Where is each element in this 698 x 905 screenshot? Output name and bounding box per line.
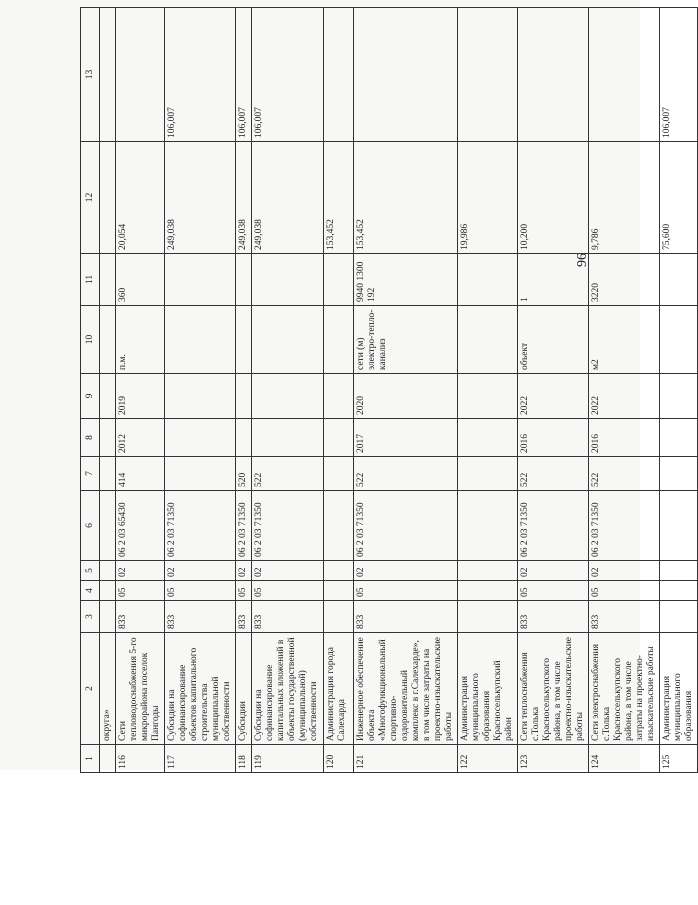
- expense-type-cell: 522: [252, 457, 324, 491]
- start-year-cell: 2016: [518, 419, 589, 457]
- section-cell: 05: [165, 581, 236, 601]
- row-number-cell: 123: [518, 745, 589, 773]
- subsection-cell: 02: [354, 561, 458, 581]
- end-year-cell: 2020: [354, 374, 458, 419]
- capacity-cell: 9940 1300 192: [354, 254, 458, 306]
- start-year-cell: [236, 419, 252, 457]
- name-cell: Администрация муниципального образования Красноселькупский район: [458, 633, 518, 745]
- amount-cell: 249,038: [252, 142, 324, 254]
- start-year-cell: [458, 419, 518, 457]
- section-cell: 05: [589, 581, 660, 601]
- table-row: [660, 8, 698, 773]
- header-cell: 13: [81, 8, 100, 142]
- name-cell: Инженерное обеспечение объекта «Многофункциональный спортивно-оздоровительный комплекс в г.Салехарде», в том числе затраты на проектно-изыскательские работы: [354, 633, 458, 745]
- expense-type-cell: [100, 457, 116, 491]
- target-article-cell: 06 2 03 71350: [589, 491, 660, 561]
- amount-cell: 153,452: [354, 142, 458, 254]
- start-year-cell: 2016: [589, 419, 660, 457]
- start-year-cell: [324, 419, 354, 457]
- header-cell: 8: [81, 419, 100, 457]
- capacity-cell: 1: [518, 254, 589, 306]
- target-article-cell: 06 2 03 71350: [165, 491, 236, 561]
- target-article-cell: [660, 491, 698, 561]
- header-cell: 4: [81, 581, 100, 601]
- amount-next-cell: [458, 8, 518, 142]
- table-row: [252, 8, 324, 773]
- target-article-cell: [458, 491, 518, 561]
- amount-next-cell: [518, 8, 589, 142]
- unit-cell: м2: [589, 306, 660, 374]
- section-cell: 05: [116, 581, 165, 601]
- start-year-cell: [165, 419, 236, 457]
- amount-next-cell: [324, 8, 354, 142]
- code-cell: 833: [589, 601, 660, 633]
- row-number-cell: 116: [116, 745, 165, 773]
- header-cell: 12: [81, 142, 100, 254]
- expense-type-cell: 522: [589, 457, 660, 491]
- capacity-cell: [660, 254, 698, 306]
- table-row: [324, 8, 354, 773]
- row-number-cell: 117: [165, 745, 236, 773]
- table-row: [458, 8, 518, 773]
- start-year-cell: [252, 419, 324, 457]
- unit-cell: [324, 306, 354, 374]
- capacity-cell: [236, 254, 252, 306]
- start-year-cell: 2017: [354, 419, 458, 457]
- start-year-cell: [660, 419, 698, 457]
- capacity-cell: [100, 254, 116, 306]
- capacity-cell: 3220: [589, 254, 660, 306]
- name-cell: Администрация муниципального образования: [660, 633, 698, 745]
- unit-cell: сети (м) электро-тепло-канализ: [354, 306, 458, 374]
- table-row: [236, 8, 252, 773]
- header-row: [81, 8, 100, 773]
- section-cell: 05: [236, 581, 252, 601]
- target-article-cell: 06 2 03 71350: [236, 491, 252, 561]
- end-year-cell: 2022: [518, 374, 589, 419]
- header-cell: 2: [81, 633, 100, 745]
- row-number-cell: 124: [589, 745, 660, 773]
- table-row: [354, 8, 458, 773]
- end-year-cell: 2022: [589, 374, 660, 419]
- expense-type-cell: [165, 457, 236, 491]
- header-cell: 1: [81, 745, 100, 773]
- header-cell: 11: [81, 254, 100, 306]
- subsection-cell: 02: [589, 561, 660, 581]
- end-year-cell: 2019: [116, 374, 165, 419]
- amount-cell: 153,452: [324, 142, 354, 254]
- table-row: [518, 8, 589, 773]
- amount-next-cell: [100, 8, 116, 142]
- name-cell: Сети теплоснабжения с.Толька Красноселькупского района, в том числе проектно-изыскательские работы: [518, 633, 589, 745]
- code-cell: 833: [518, 601, 589, 633]
- target-article-cell: 06 2 03 71350: [518, 491, 589, 561]
- subsection-cell: 02: [165, 561, 236, 581]
- name-cell: Сети тепловодоснабжения 5-го микрорайона поселок Пангоды: [116, 633, 165, 745]
- table-row: [165, 8, 236, 773]
- rotated-table-container: [80, 8, 694, 773]
- end-year-cell: [660, 374, 698, 419]
- unit-cell: объект: [518, 306, 589, 374]
- amount-cell: 249,038: [236, 142, 252, 254]
- capacity-cell: [165, 254, 236, 306]
- page-number: 96: [575, 253, 590, 267]
- target-article-cell: 06 2 03 65430: [116, 491, 165, 561]
- code-cell: 833: [165, 601, 236, 633]
- name-cell: Субсидии: [236, 633, 252, 745]
- row-number-cell: 118: [236, 745, 252, 773]
- table-row: [589, 8, 660, 773]
- capacity-cell: [324, 254, 354, 306]
- amount-next-cell: [354, 8, 458, 142]
- header-cell: 6: [81, 491, 100, 561]
- header-cell: 9: [81, 374, 100, 419]
- amount-cell: [100, 142, 116, 254]
- end-year-cell: [165, 374, 236, 419]
- code-cell: [324, 601, 354, 633]
- target-article-cell: 06 2 03 71350: [252, 491, 324, 561]
- amount-next-cell: 106,007: [252, 8, 324, 142]
- name-cell: Субсидии на софинансирование капитальных вложений в объекты государственной (муниципальной) собственности: [252, 633, 324, 745]
- section-cell: [100, 581, 116, 601]
- subsection-cell: 02: [252, 561, 324, 581]
- code-cell: 833: [116, 601, 165, 633]
- expense-type-cell: [458, 457, 518, 491]
- subsection-cell: [324, 561, 354, 581]
- subsection-cell: [660, 561, 698, 581]
- amount-cell: 20,054: [116, 142, 165, 254]
- start-year-cell: [100, 419, 116, 457]
- row-number-cell: 120: [324, 745, 354, 773]
- code-cell: 833: [252, 601, 324, 633]
- section-cell: [660, 581, 698, 601]
- code-cell: [458, 601, 518, 633]
- subsection-cell: [100, 561, 116, 581]
- target-article-cell: 06 2 03 71350: [354, 491, 458, 561]
- amount-cell: 19,986: [458, 142, 518, 254]
- capacity-cell: [458, 254, 518, 306]
- name-cell: Администрация города Салехарда: [324, 633, 354, 745]
- unit-cell: [165, 306, 236, 374]
- name-cell: Сети электроснабжения с.Толька Красноселькупского района, в том числе затраты на проектно-изыскательские работы: [589, 633, 660, 745]
- budget-table: [80, 7, 698, 773]
- name-cell: Субсидии на софинансирование объектов капитального строительства муниципальной собственности: [165, 633, 236, 745]
- unit-cell: [458, 306, 518, 374]
- code-cell: 833: [354, 601, 458, 633]
- amount-next-cell: 106,007: [165, 8, 236, 142]
- name-cell: округа»: [100, 633, 116, 745]
- end-year-cell: [324, 374, 354, 419]
- row-number-cell: 119: [252, 745, 324, 773]
- row-number-cell: [100, 745, 116, 773]
- target-article-cell: [324, 491, 354, 561]
- amount-next-cell: [589, 8, 660, 142]
- code-cell: [660, 601, 698, 633]
- unit-cell: [236, 306, 252, 374]
- expense-type-cell: 520: [236, 457, 252, 491]
- end-year-cell: [100, 374, 116, 419]
- table-row: [100, 8, 116, 773]
- table-row: [116, 8, 165, 773]
- table-body: [81, 8, 698, 773]
- subsection-cell: 02: [236, 561, 252, 581]
- section-cell: 05: [354, 581, 458, 601]
- subsection-cell: [458, 561, 518, 581]
- end-year-cell: [458, 374, 518, 419]
- unit-cell: п.м.: [116, 306, 165, 374]
- expense-type-cell: 414: [116, 457, 165, 491]
- row-number-cell: 125: [660, 745, 698, 773]
- expense-type-cell: 522: [518, 457, 589, 491]
- amount-cell: 249,038: [165, 142, 236, 254]
- start-year-cell: 2012: [116, 419, 165, 457]
- unit-cell: [100, 306, 116, 374]
- row-number-cell: 122: [458, 745, 518, 773]
- amount-next-cell: 106,007: [660, 8, 698, 142]
- header-cell: 5: [81, 561, 100, 581]
- expense-type-cell: [324, 457, 354, 491]
- amount-cell: 75,600: [660, 142, 698, 254]
- code-cell: [100, 601, 116, 633]
- subsection-cell: 02: [116, 561, 165, 581]
- section-cell: [324, 581, 354, 601]
- amount-next-cell: [116, 8, 165, 142]
- capacity-cell: [252, 254, 324, 306]
- amount-cell: 10,200: [518, 142, 589, 254]
- unit-cell: [252, 306, 324, 374]
- unit-cell: [660, 306, 698, 374]
- section-cell: 05: [252, 581, 324, 601]
- end-year-cell: [236, 374, 252, 419]
- amount-cell: 9,786: [589, 142, 660, 254]
- section-cell: [458, 581, 518, 601]
- row-number-cell: 121: [354, 745, 458, 773]
- expense-type-cell: 522: [354, 457, 458, 491]
- end-year-cell: [252, 374, 324, 419]
- target-article-cell: [100, 491, 116, 561]
- amount-next-cell: 106,007: [236, 8, 252, 142]
- expense-type-cell: [660, 457, 698, 491]
- capacity-cell: 360: [116, 254, 165, 306]
- code-cell: 833: [236, 601, 252, 633]
- subsection-cell: 02: [518, 561, 589, 581]
- section-cell: 05: [518, 581, 589, 601]
- header-cell: 7: [81, 457, 100, 491]
- header-cell: 10: [81, 306, 100, 374]
- header-cell: 3: [81, 601, 100, 633]
